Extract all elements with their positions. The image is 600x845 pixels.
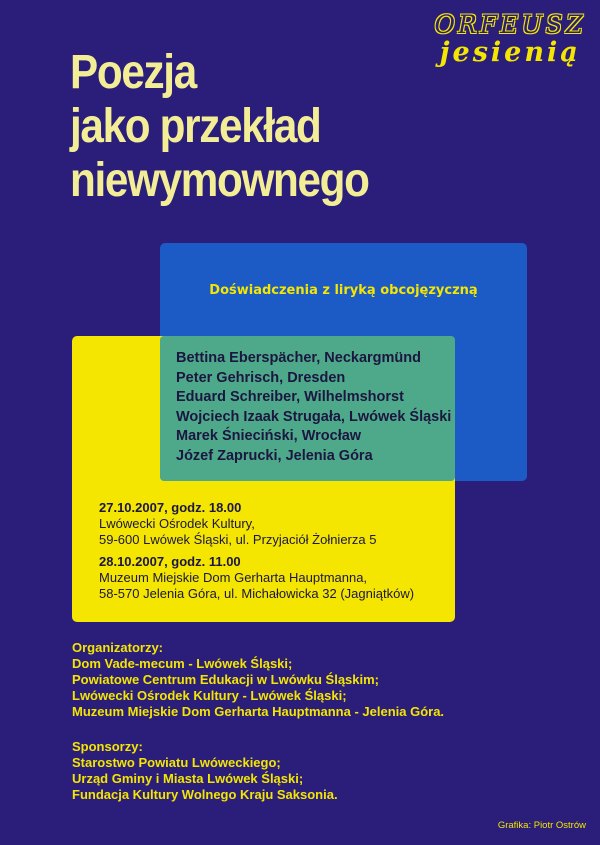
event-venue: Muzeum Miejskie Dom Gerharta Hauptmanna,: [99, 570, 368, 585]
event-item: [99, 500, 414, 548]
author-item: Bettina Eberspächer, Neckargmünd: [176, 350, 421, 366]
sponsors-heading: Sponsorzy:: [72, 739, 143, 754]
event-subtitle: Doświadczenia z liryką obcojęzyczną: [209, 283, 478, 298]
sponsor-item: Fundacja Kultury Wolnego Kraju Saksonia.: [72, 787, 338, 802]
events-list: [99, 500, 414, 608]
organizer-item: Lwówecki Ośrodek Kultury - Lwówek Śląski;: [72, 688, 347, 703]
sponsors-section: [72, 739, 338, 803]
author-item: Eduard Schreiber, Wilhelmshorst: [176, 389, 404, 406]
event-date: 28.10.2007, godz. 11.00: [99, 554, 241, 569]
sponsor-item: Urząd Gminy i Miasta Lwówek Śląski;: [72, 771, 304, 786]
author-item: Peter Gehrisch, Dresden: [176, 369, 346, 386]
authors-list: [176, 349, 451, 467]
title-line: Poezja: [70, 46, 196, 99]
organizer-item: Powiatowe Centrum Edukacji w Lwówku Śląskim;: [72, 672, 380, 687]
poster-title: [70, 46, 369, 208]
event-address: 58-570 Jelenia Góra, ul. Michałowicka 32 (Jagniątków): [99, 586, 415, 601]
author-item: Wojciech Izaak Strugała, Lwówek Śląski: [176, 408, 452, 425]
graphics-credit: Grafika: Piotr Ostrów: [497, 820, 586, 831]
orfeusz-logo: [435, 10, 586, 68]
author-item: Marek Śnieciński, Wrocław: [176, 428, 362, 445]
event-address: 59-600 Lwówek Śląski, ul. Przyjaciół Żołnierza 5: [99, 532, 377, 547]
title-line: niewymownego: [70, 154, 369, 207]
sponsor-item: Starostwo Powiatu Lwóweckiego;: [72, 755, 281, 770]
organizer-item: Muzeum Miejskie Dom Gerharta Hauptmanna - Jelenia Góra.: [72, 704, 445, 719]
logo-line-1: ORFEUSZ: [434, 10, 586, 39]
event-venue: Lwówecki Ośrodek Kultury,: [99, 516, 255, 531]
organizers-section: [72, 640, 444, 720]
organizer-item: Dom Vade-mecum - Lwówek Śląski;: [72, 656, 293, 671]
event-date: 27.10.2007, godz. 18.00: [99, 500, 242, 515]
logo-line-2: jesienią: [439, 37, 581, 68]
title-line: jako przekład: [70, 100, 321, 153]
event-item: [99, 554, 414, 602]
organizers-heading: Organizatorzy:: [72, 640, 164, 655]
author-item: Józef Zaprucki, Jelenia Góra: [176, 447, 373, 464]
